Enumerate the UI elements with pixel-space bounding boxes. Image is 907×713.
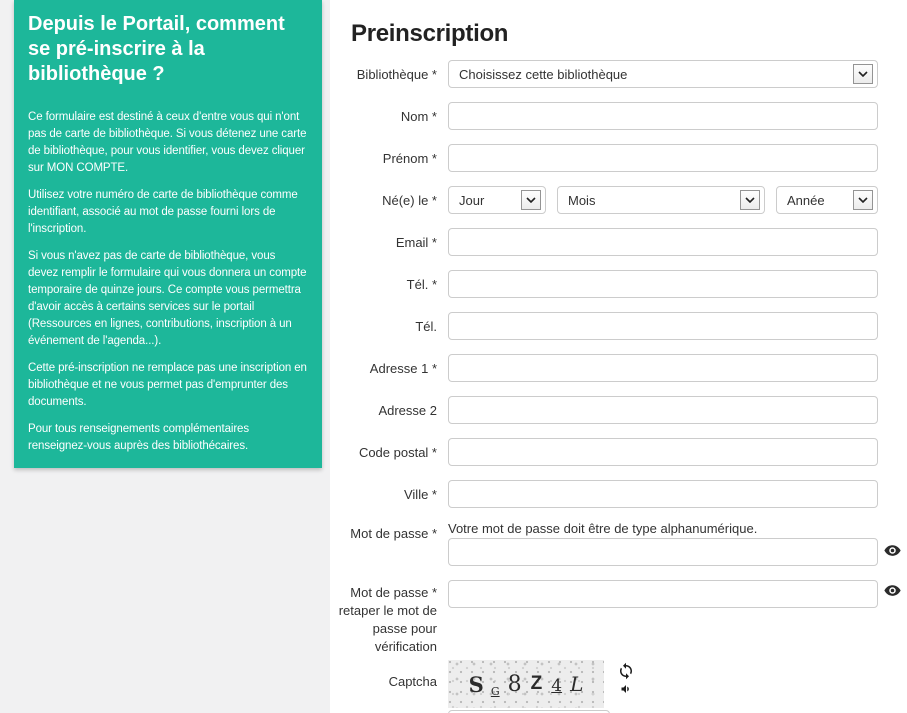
jour-selected-value: Jour (459, 192, 485, 208)
jour-select[interactable] (448, 186, 546, 214)
prenom-label: Prénom * (382, 151, 437, 166)
adresse2-label: Adresse 2 (378, 403, 437, 418)
adresse2-input[interactable] (448, 396, 878, 424)
sidebar-paragraph: Si vous n'avez pas de carte de bibliothèque, vous devez remplir le formulaire qui vous donnera un compte temporaire de quinze jours. Ce compte vous permettra d'avoir accès à certains services sur le portail (Ressources en lignes, contributions, inscription à un événement de l'agenda...). (28, 250, 307, 347)
chevron-down-icon (853, 190, 873, 210)
row-mot-de-passe (330, 522, 907, 566)
speaker-icon[interactable] (620, 683, 632, 695)
row-naissance (330, 186, 907, 214)
nom-input[interactable] (448, 102, 878, 130)
row-adresse1 (330, 354, 907, 382)
mois-select[interactable] (557, 186, 765, 214)
row-tel (330, 312, 907, 340)
sidebar-paragraph: Pour tous renseignements complémentaires renseignez-vous auprès des bibliothécaires. (28, 423, 250, 452)
row-captcha (330, 660, 907, 713)
refresh-icon[interactable] (617, 662, 635, 680)
sidebar-paragraph: Cette pré-inscription ne remplace pas une inscription en bibliothèque et ne vous permet pas d'emprunter des documents. (28, 362, 307, 408)
preinscription-form (330, 0, 907, 713)
ville-input[interactable] (448, 480, 878, 508)
row-prenom (330, 144, 907, 172)
tel-requis-label: Tél. * (406, 277, 437, 292)
page-title: Preinscription (351, 20, 509, 47)
row-code-postal (330, 438, 907, 466)
row-bibliotheque (330, 60, 907, 88)
bibliotheque-label: Bibliothèque * (356, 67, 437, 82)
ville-label: Ville * (403, 487, 437, 502)
chevron-down-icon (853, 64, 873, 84)
bibliotheque-select[interactable] (448, 60, 878, 88)
tel-input[interactable] (448, 312, 878, 340)
row-email (330, 228, 907, 256)
nom-label: Nom * (400, 109, 437, 124)
captcha-image: S G 8 Z 4 L (448, 660, 604, 708)
mot-de-passe-hint: Votre mot de passe doit être de type alphanumérique. (448, 521, 758, 536)
chevron-down-icon (740, 190, 760, 210)
mot-de-passe-input[interactable] (448, 538, 878, 566)
row-nom (330, 102, 907, 130)
code-postal-input[interactable] (448, 438, 878, 466)
row-mot-de-passe-verification (330, 580, 907, 658)
sidebar-paragraph: Utilisez votre numéro de carte de bibliothèque comme identifiant, associé au mot de passe fourni lors de l'inscription. (28, 189, 298, 235)
chevron-down-icon (521, 190, 541, 210)
tel-requis-input[interactable] (448, 270, 878, 298)
annee-selected-value: Année (787, 192, 825, 208)
sidebar-paragraph: Ce formulaire est destiné à ceux d'entre vous qui n'ont pas de carte de bibliothèque. Si vous détenez une carte de bibliothèque, pour vous identifier, vous devez cliquer sur MON COMPTE. (28, 111, 307, 174)
adresse1-label: Adresse 1 * (369, 361, 437, 376)
naissance-label: Né(e) le * (382, 193, 437, 208)
row-adresse2 (330, 396, 907, 424)
sidebar-info-card (14, 0, 322, 468)
prenom-input[interactable] (448, 144, 878, 172)
mot-de-passe-verification-input[interactable] (448, 580, 878, 608)
bibliotheque-selected-value: Choisissez cette bibliothèque (459, 66, 628, 82)
code-postal-label: Code postal * (358, 445, 437, 460)
row-ville (330, 480, 907, 508)
sidebar-title: Depuis le Portail, comment se pré-inscrire à la bibliothèque ? (28, 13, 285, 85)
eye-icon[interactable] (884, 544, 901, 557)
mois-selected-value: Mois (568, 192, 596, 208)
captcha-label: Captcha (388, 674, 437, 689)
email-label: Email * (395, 235, 437, 250)
mot-de-passe-verification-label: Mot de passe * retaper le mot de passe pour vérification (338, 585, 437, 654)
eye-icon[interactable] (884, 584, 901, 597)
left-column (0, 0, 330, 713)
tel-label: Tél. (415, 319, 437, 334)
annee-select[interactable] (776, 186, 878, 214)
email-input[interactable] (448, 228, 878, 256)
mot-de-passe-label: Mot de passe * (350, 526, 437, 541)
row-tel-requis (330, 270, 907, 298)
adresse1-input[interactable] (448, 354, 878, 382)
